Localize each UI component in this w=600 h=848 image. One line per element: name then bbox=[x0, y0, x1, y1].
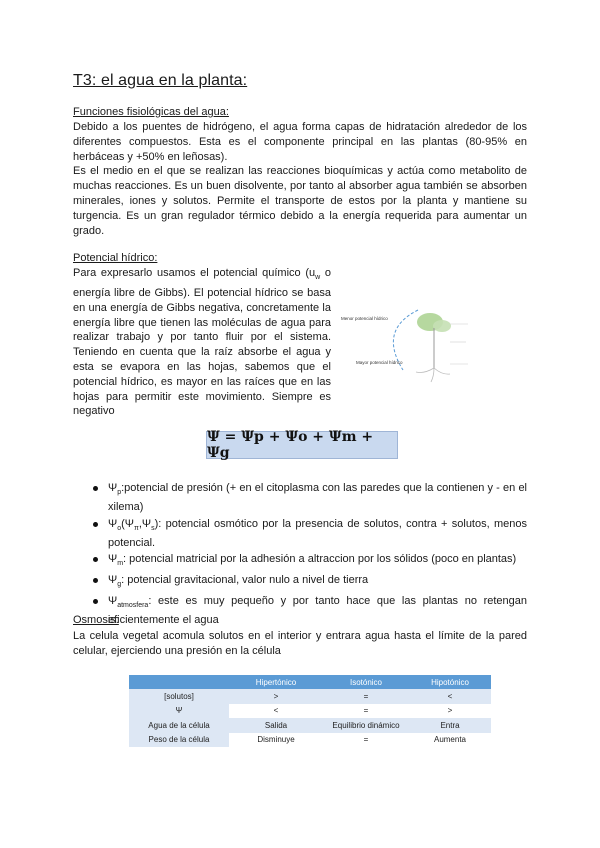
table-cell: = bbox=[363, 735, 369, 745]
table-cell: Peso de la célula bbox=[129, 733, 229, 748]
psi-symbol: Ψ bbox=[108, 553, 118, 566]
psi-subscript: π bbox=[133, 524, 139, 532]
psi-symbol: Ψ bbox=[108, 482, 118, 494]
table-cell: Ψ bbox=[129, 704, 229, 719]
funciones-text bbox=[73, 120, 527, 238]
funciones-paragraph-2: Es el medio en el que se realizan las reacciones bioquímicas y actúa como metabolito de muchas reacciones. Es un buen disolvente, por tanto al absorber agua también se absorben minerales, iones y solutos. Permite el transporte de estos por la planta y mantiene su turgencia. Es un gran regulador térmico debido a la energía requerida para aumentar un grado. bbox=[73, 165, 527, 237]
psi-symbol: Ψ bbox=[108, 594, 118, 607]
potential-components-list bbox=[93, 481, 527, 629]
table-cell: < bbox=[409, 689, 491, 704]
potencial-text-rest: o energía libre de Gibbs). El potencial hídrico se basa en una energía de Gibbs negativa, concretamente la energía libre que tienen las moléculas de agua para realizar trabajo y por tanto fluir por el sistema. Teniendo en cuenta que la raíz absorbe el agua y esta se evapora en las hojas, sabemos que el potencial hídrico, es mayor en las raíces que en las hojas para permitir este movimiento. Siempre es negativo bbox=[73, 267, 331, 418]
plant-sketch bbox=[416, 313, 451, 382]
psi-subscript: s bbox=[151, 524, 155, 532]
figure-label-bottom: Mayor potencial hídrico bbox=[356, 360, 403, 365]
psi-extra: ,Ψ bbox=[138, 517, 152, 530]
table-row bbox=[129, 718, 491, 733]
table-cell: Aumenta bbox=[433, 735, 467, 745]
bullet-icon bbox=[93, 486, 98, 491]
potencial-paragraph bbox=[73, 266, 331, 419]
table-cell: Agua de la célula bbox=[129, 718, 229, 733]
psi-extra: (Ψ bbox=[121, 517, 134, 530]
psi-symbol: Ψ bbox=[108, 517, 118, 530]
osmosis-paragraph: La celula vegetal acomula solutos en el interior y entrara agua hasta el límite de la pared celular, ejerciendo una presión en la célula bbox=[73, 630, 527, 657]
table-row bbox=[129, 704, 491, 719]
table-cell: > bbox=[229, 689, 323, 704]
list-item bbox=[93, 594, 527, 628]
table-row bbox=[129, 733, 491, 748]
table-cell: = bbox=[323, 689, 409, 704]
table-cell: Disminuye bbox=[257, 735, 295, 745]
page-title: T3: el agua en la planta: bbox=[73, 72, 248, 89]
table-cell: = bbox=[363, 706, 369, 716]
funciones-paragraph-1: Debido a los puentes de hidrógeno, el agua forma capas de hidratación alrededor de los diferentes compuestos. Esta es el componente principal en las plantas (80-95% en herbáceas y +50% en leñosas). bbox=[73, 121, 527, 163]
psi-subscript: m bbox=[117, 560, 124, 568]
list-item-text: :potencial de presión (+ en el citoplasma con las paredes que la contienen y - en el xilema) bbox=[108, 482, 527, 514]
psi-symbol: Ψ bbox=[108, 574, 118, 587]
psi-subscript: atmosfera bbox=[117, 601, 149, 609]
psi-extra: ) bbox=[154, 517, 159, 530]
table-cell: Equilibrio dinámico bbox=[323, 718, 409, 733]
table-cell: [solutos] bbox=[129, 689, 229, 704]
table-cell: Entra bbox=[409, 718, 491, 733]
figure-label-top: Menor potencial hídrico bbox=[341, 316, 388, 321]
list-item bbox=[93, 552, 527, 571]
potencial-subscript: w bbox=[315, 274, 321, 282]
bullet-icon bbox=[93, 522, 98, 527]
potencial-text-start: Para expresarlo usamos el potencial químico (u bbox=[73, 267, 316, 279]
table-header-cell: Isotónico bbox=[323, 675, 409, 689]
bullet-icon bbox=[93, 578, 98, 583]
osmosis-table bbox=[129, 675, 491, 747]
psi-subscript: g bbox=[117, 581, 122, 589]
table-row bbox=[129, 689, 491, 704]
list-item-text: : potencial matricial por la adhesión a altraccion por los sólidos (poco en plantas) bbox=[123, 553, 517, 566]
section-heading-osmosis: Osmosis: bbox=[73, 614, 119, 626]
list-item bbox=[93, 573, 527, 592]
bullet-icon bbox=[93, 557, 98, 562]
psi-subscript: p bbox=[117, 489, 122, 497]
section-heading-funciones: Funciones fisiológicas del agua: bbox=[73, 106, 229, 118]
list-item bbox=[93, 517, 527, 551]
table-cell: Salida bbox=[229, 718, 323, 733]
table-header-cell: Hipertónico bbox=[229, 675, 323, 689]
list-item bbox=[93, 481, 527, 515]
table-header-row bbox=[129, 675, 491, 689]
water-potential-formula: Ψ = Ψp + Ψo + Ψm + Ψg bbox=[206, 431, 398, 459]
table-header-cell: Hipotónico bbox=[409, 675, 491, 689]
plant-water-figure bbox=[338, 298, 478, 386]
bullet-icon bbox=[93, 599, 98, 604]
list-item-text: : este es muy pequeño y por tanto hace que las plantas no retengan eficientemente el agua bbox=[108, 594, 527, 626]
psi-subscript: o bbox=[117, 524, 122, 532]
list-item-text: : potencial gravitacional, valor nulo a nivel de tierra bbox=[121, 574, 369, 587]
section-heading-potencial: Potencial hídrico: bbox=[73, 252, 158, 264]
table-cell: > bbox=[447, 706, 453, 716]
table-header-cell bbox=[129, 675, 229, 689]
table-cell: < bbox=[273, 706, 279, 716]
list-item-text: : potencial osmótico por la presencia de solutos, contra + solutos, menos potencial. bbox=[108, 517, 527, 549]
